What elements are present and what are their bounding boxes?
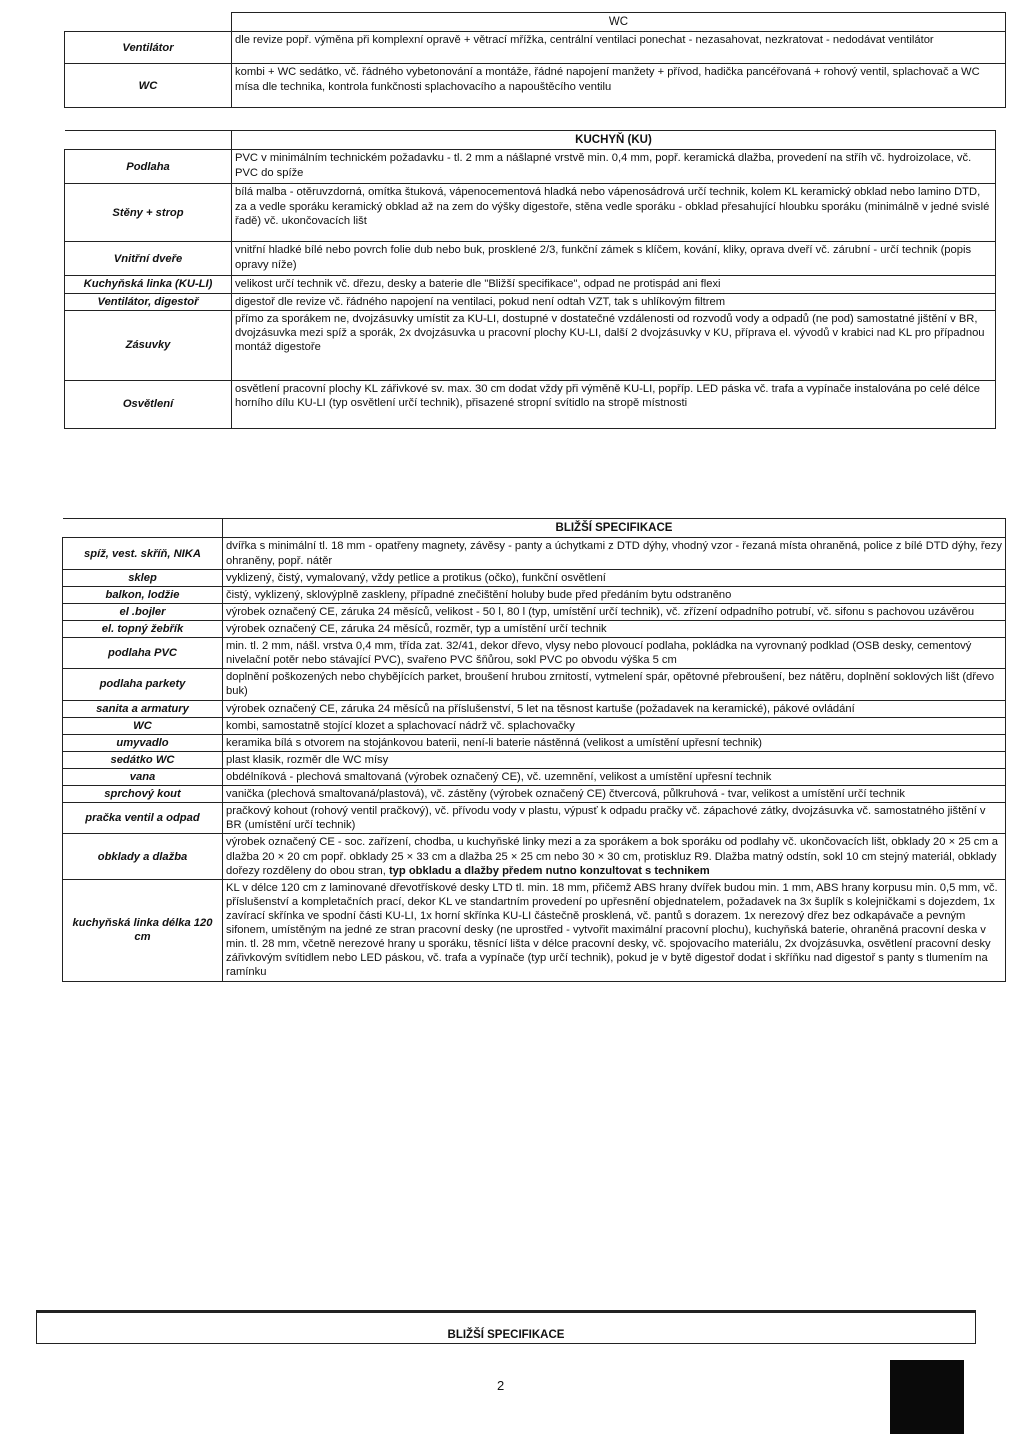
kitchen-header: KUCHYŇ (KU) — [232, 131, 996, 150]
row-text: vyklizený, čistý, vymalovaný, vždy petlice a protikus (očko), funkční osvětlení — [223, 569, 1006, 586]
row-label: sedátko WC — [63, 751, 223, 768]
wc-table — [64, 12, 1006, 108]
row-text — [223, 834, 1006, 879]
row-label: Osvětlení — [65, 380, 232, 428]
row-text: výrobek označený CE, záruka 24 měsíců, rozměr, typ a umístění určí technik — [223, 621, 1006, 638]
row-text: doplnění poškozených nebo chybějících parket, broušení hrubou zrnitostí, vytmelení spár, opětovné přebroušení, bez nátěru, doplnění soklových lišt (dřevo buk) — [223, 669, 1006, 700]
row-label: Stěny + strop — [65, 184, 232, 242]
spec-header-bottom: BLIŽŠÍ SPECIFIKACE — [447, 1329, 565, 1341]
row-label: WC — [63, 717, 223, 734]
row-label: sklep — [63, 569, 223, 586]
row-text: vanička (plechová smaltovaná/plastová), vč. zástěny (výrobek označený CE) čtvercová, půlkruhová - tvar, velikost a umístění určí technik — [223, 786, 1006, 803]
row-label: podlaha parkety — [63, 669, 223, 700]
row-text: dvířka s minimální tl. 18 mm - opatřeny magnety, závěsy - panty a úchytkami z DTD dýhy, vhodný vzor - řezaná místa ohraněná, police z bílé DTD dýhy, řezy ohraněny, popř. nátěr — [223, 538, 1006, 569]
spec-table — [62, 518, 1006, 982]
row-label: podlaha PVC — [63, 638, 223, 669]
row-text: keramika bílá s otvorem na stojánkovou baterii, není-li baterie nástěnná (velikost a umístění upřesní technik) — [223, 734, 1006, 751]
row-label: el. topný žebřík — [63, 621, 223, 638]
row-label: balkon, lodžie — [63, 586, 223, 603]
row-text: přímo za sporákem ne, dvojzásuvky umístit za KU-LI, dostupné v dostatečné vzdálenosti od rozvodů vody a odpadů (ne pod) samostatné jištění v BR, dvojzásuvka mezi spíž a sporák, 2x dvojzásuvka u pracovní plochy KU-LI, další 2 dvojzásuvky v KU, příprava el. vývodů v krabici nad KL pro případnou montáž digestoře — [232, 310, 996, 380]
spec-header-spacer — [63, 519, 223, 538]
row-label: Kuchyňská linka (KU-LI) — [65, 276, 232, 293]
wc-header: WC — [232, 13, 1006, 32]
page-number: 2 — [497, 1378, 505, 1393]
row-label: Vnitřní dveře — [65, 242, 232, 276]
row-text: vnitřní hladké bílé nebo povrch folie dub nebo buk, prosklené 2/3, funkční zámek s klíčem, kování, kliky, oprava dveří vč. zárubní - určí technik (popis opravy níže) — [232, 242, 996, 276]
row-text: PVC v minimálním technickém požadavku - tl. 2 mm a nášlapné vrstvě min. 0,4 mm, popř. keramická dlažba, provedení na stříh vč. hydroizolace, vč. PVC do spíže — [232, 150, 996, 184]
row-label: vana — [63, 769, 223, 786]
row-text: dle revize popř. výměna při komplexní opravě + větrací mřížka, centrální ventilaci ponechat - nezasahovat, nezkratovat - nedodávat ventilátor — [232, 32, 1006, 64]
row-label: sprchový kout — [63, 786, 223, 803]
row-text: plast klasik, rozměr dle WC mísy — [223, 751, 1006, 768]
kitchen-header-spacer — [65, 131, 232, 150]
row-label: Podlaha — [65, 150, 232, 184]
row-label: kuchyňská linka délka 120 cm — [63, 879, 223, 981]
row-text: kombi, samostatně stojící klozet a splachovací nádrž vč. splachovačky — [223, 717, 1006, 734]
wc-header-spacer — [65, 13, 232, 32]
row-text: pračkový kohout (rohový ventil pračkový), vč. přívodu vody v plastu, výpusť k odpadu pračky vč. zápachové zátky, dvojzásuvka vč. samostatného jištění v BR (umístění určí technik) — [223, 803, 1006, 834]
row-text: KL v délce 120 cm z laminované dřevotřískové desky LTD tl. min. 18 mm, přičemž ABS hrany dvířek budou min. 1 mm, ABS hrany korpusu min. 0,5 mm, vč. příslušenství a kompletačních prací, dekor KL ve standartním provedení po upřesnění objednatelem, požadavek na 3x šuplík s kolejničkami s dojezdem, 1x zavírací skřínka ve spodní části KU-LI, 1x horní skřínka KU-LI částečně prosklená, vč. pantů s dorazem. 1x nerezový dřez bez odkapávače a pevným sifonem, umístěným na jedné ze stran pracovní desky (ne uprostřed - vytvořit maximální pracovní plochu), kuchyňská baterie, ohraněná pracovní deska v min. tl. 28 mm, včetně nerezové hrany u sporáku, těsnící lišta v délce pracovní desky, vč. spojovacího materiálu, 2x dvojzásuvka, osvětlení pracovní desky zářivkovým svítidlem nebo LED páskou, vč. trafa a vypínače (typ určí technik), pokud je v bytě digestoř dodat i skříňku nad digestoř s panty s tlumením na ramínku — [223, 879, 1006, 981]
spec-header: BLIŽŠÍ SPECIFIKACE — [223, 519, 1006, 538]
row-text: výrobek označený CE, záruka 24 měsíců, velikost - 50 l, 80 l (typ, umístění určí technik), vč. zřízení odpadního potrubí, vč. sifonu s pachovou uzávěrou — [223, 603, 1006, 620]
spec-header-box — [36, 1310, 976, 1344]
row-label: Ventilátor — [65, 32, 232, 64]
row-text: obdélníková - plechová smaltovaná (výrobek označený CE), vč. uzemnění, velikost a umístění upřesní technik — [223, 769, 1006, 786]
row-text: digestoř dle revize vč. řádného napojení na ventilaci, pokud není odtah VZT, tak s uhlíkovým filtrem — [232, 293, 996, 310]
row-text: min. tl. 2 mm, nášl. vrstva 0,4 mm, třída zat. 32/41, dekor dřevo, vlysy nebo plovoucí podlaha, pokládka na vyrovnaný podklad (OSB desky, cementový nivelační potěr nebo stávající PVC), svařeno PVC šňůrou, sokl PVC po obvodu výška 5 cm — [223, 638, 1006, 669]
row-label: Ventilátor, digestoř — [65, 293, 232, 310]
row-label: pračka ventil a odpad — [63, 803, 223, 834]
row-label: WC — [65, 64, 232, 108]
row-text-normal: výrobek označený CE - soc. zařízení, chodba, u kuchyňské linky mezi a za sporákem a bok sporáku od podlahy vč. ukončovacích lišt, obklady 20 × 25 cm a dlažba 20 × 20 cm popř. obklady 25 × 33 cm a dlažba 25 × 25 cm nebo 30 × 30 cm, protiskluz R9. Dlažba matný odstín, sokl 10 cm stejný materiál, obklady dořezy rozděleny do obou stran, — [226, 836, 999, 877]
row-label: umyvadlo — [63, 734, 223, 751]
row-label: Zásuvky — [65, 310, 232, 380]
row-text: čistý, vyklizený, sklovýplně zaskleny, případné znečištění holuby bude před předáním bytu odstraněno — [223, 586, 1006, 603]
row-text: velikost určí technik vč. dřezu, desky a baterie dle "Bližší specifikace", odpad ne protispád ani flexi — [232, 276, 996, 293]
row-text-bold: typ obkladu a dlažby předem nutno konzultovat s technikem — [388, 864, 710, 877]
row-text: bílá malba - otěruvzdorná, omítka štuková, vápenocementová hladká nebo vápenosádrová určí technik, kolem KL keramický obklad nebo lamino DTD, za a vedle sporáku keramický obklad až na zem do výšky digestoře, stěna vedle sporáku - obklad přesahující hloubku sporáku (minimálně v jedné svislé řadě) vč. ukončovacích lišt — [232, 184, 996, 242]
row-label: obklady a dlažba — [63, 834, 223, 879]
row-label: spíž, vest. skříň, NIKA — [63, 538, 223, 569]
row-text: kombi + WC sedátko, vč. řádného vybetonování a montáže, řádné napojení manžety + přívod, hadička pancéřovaná + rohový ventil, splachovač a WC mísa dle technika, kontrola funkčnosti splachovacího a napouštěcího ventilu — [232, 64, 1006, 108]
row-label: el .bojler — [63, 603, 223, 620]
kitchen-table — [64, 130, 996, 429]
row-label: sanita a armatury — [63, 700, 223, 717]
row-text: výrobek označený CE, záruka 24 měsíců na příslušenství, 5 let na těsnost kartuše (požadavek na keramické), pákové ovládání — [223, 700, 1006, 717]
row-text: osvětlení pracovní plochy KL zářivkové sv. max. 30 cm dodat vždy při výměně KU-LI, popříp. LED páska vč. trafa a vypínače instalována po celé délce horního dílu KU-LI (typ osvětlení určí technik), přisazené stropní svítidlo na stropě místnosti — [232, 380, 996, 428]
redaction-box — [890, 1360, 964, 1434]
